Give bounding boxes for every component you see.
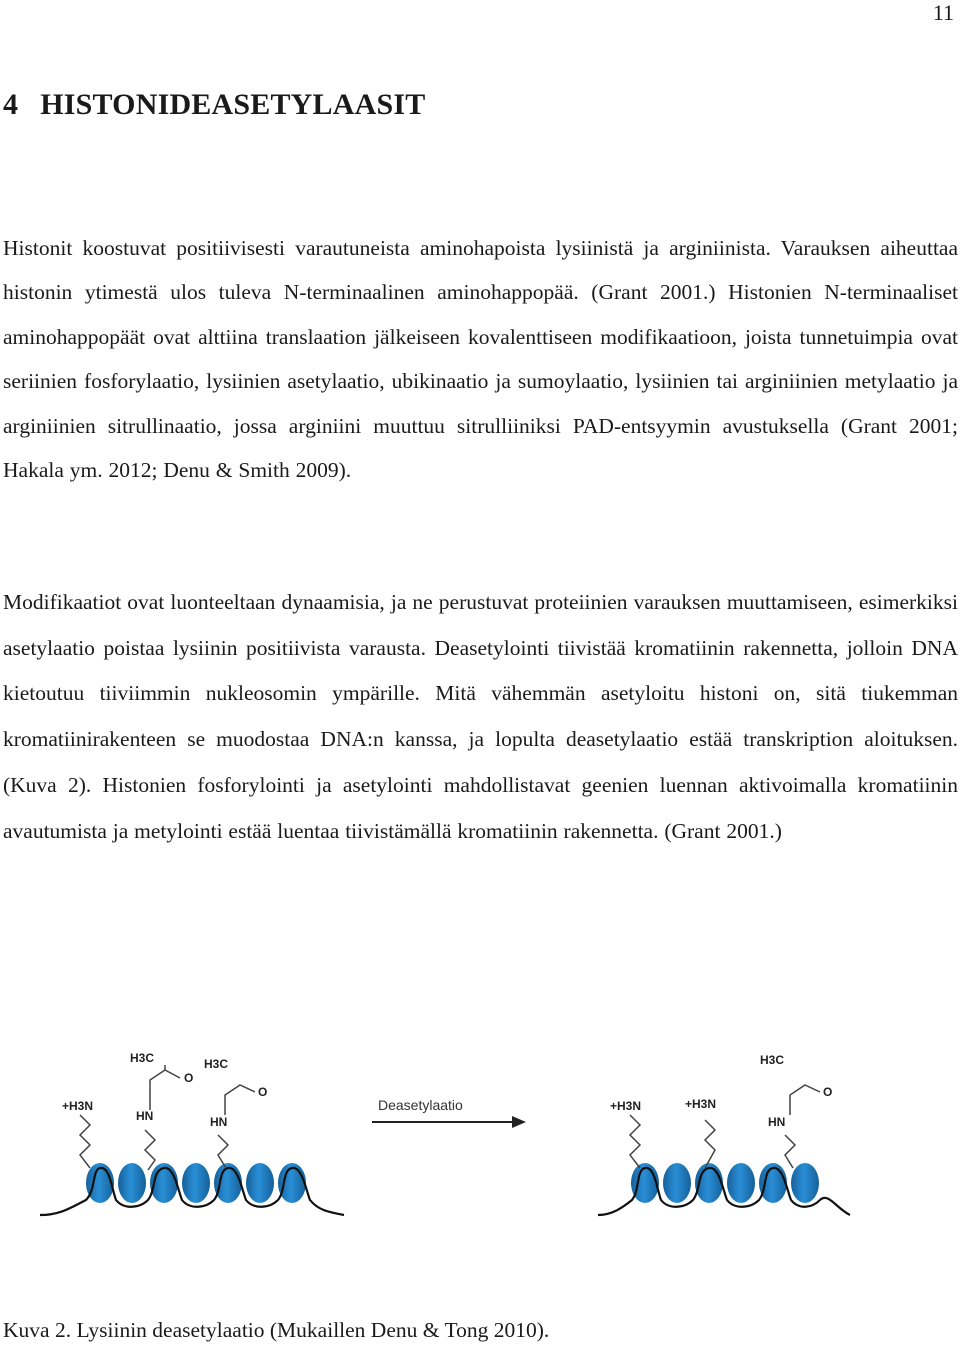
paragraph-modifications: Modifikaatiot ovat luonteeltaan dynaamisia, ja ne perustuvat proteiinien varauksen muuttamiseen, esimerkiksi asetylaatio poistaa lysiinin positiivista varausta. Deasetylointi tiivistää kromatiinin rakennetta, jolloin DNA kietoutuu tiiviimmin nukleosomin ympärille. Mitä vähemmän asetyloitu histoni on, sitä tiukemman kromatiinirakenteen se muodostaa DNA:n kanssa, ja lopulta deasetylaatio estää transkription aloituksen. (Kuva 2). Histonien fosforylointi ja asetylointi mahdollistavat geenien luennan aktivoimalla kromatiinin avautumista ja metylointi estää luentaa tiivistämällä kromatiinin rakennetta. (Grant 2001.)	[3, 590, 958, 843]
h3c-label-3: H3C	[760, 1053, 785, 1067]
deacetylation-diagram	[0, 1040, 960, 1250]
figure-caption: Kuva 2. Lysiinin deasetylaatio (Mukaillen Denu & Tong 2010).	[3, 1318, 550, 1342]
deacetylation-figure	[0, 1040, 960, 1250]
chapter-number: 4	[3, 88, 19, 121]
o-label-3: O	[823, 1085, 833, 1099]
deacetylated-chromatin	[598, 1053, 850, 1215]
page-number: 11	[932, 0, 954, 25]
o-label-1: O	[184, 1071, 194, 1085]
arrow-label: Deasetylaatio	[378, 1097, 463, 1113]
h3c-label-2: H3C	[204, 1057, 229, 1071]
hn-label-2: HN	[210, 1115, 228, 1129]
reaction-arrow	[372, 1097, 526, 1128]
histone-tail-2	[145, 1130, 155, 1170]
nh3-label-2: +H3N	[610, 1099, 642, 1113]
h3c-label-1: H3C	[130, 1051, 155, 1065]
acetylated-chromatin	[40, 1051, 344, 1215]
histone-tail-3	[218, 1135, 228, 1168]
chapter-title: HISTONIDEASETYLAASIT	[40, 88, 426, 121]
chapter-heading	[3, 88, 425, 122]
nh3-label-1: +H3N	[62, 1099, 94, 1113]
hn-label-1: HN	[136, 1109, 154, 1123]
nucleosome-row-left	[86, 1163, 306, 1203]
histone-tail-1	[80, 1115, 90, 1168]
hn-label-3: HN	[768, 1115, 786, 1129]
paragraph-histones: Histonit koostuvat positiivisesti varautuneista aminohapoista lysiinistä ja arginiinista. Varauksen aiheuttaa histonin ytimestä ulos tuleva N-terminaalinen aminohappopää. (Grant 2001.) Histonien N-terminaaliset aminohappopäät ovat alttiina translaation jälkeiseen kovalenttiseen modifikaatioon, joista tunnetuimpia ovat seriinien fosforylaatio, lysiinien asetylaatio, ubikinaatio ja sumoylaatio, lysiinien tai arginiinien metylaatio ja arginiinien sitrullinaatio, jossa arginiini muuttuu sitrulliiniksi PAD-entsyymin avustuksella (Grant 2001; Hakala ym. 2012; Denu & Smith 2009).	[3, 236, 958, 483]
o-label-2: O	[258, 1085, 268, 1099]
nh3-label-3: +H3N	[685, 1097, 717, 1111]
